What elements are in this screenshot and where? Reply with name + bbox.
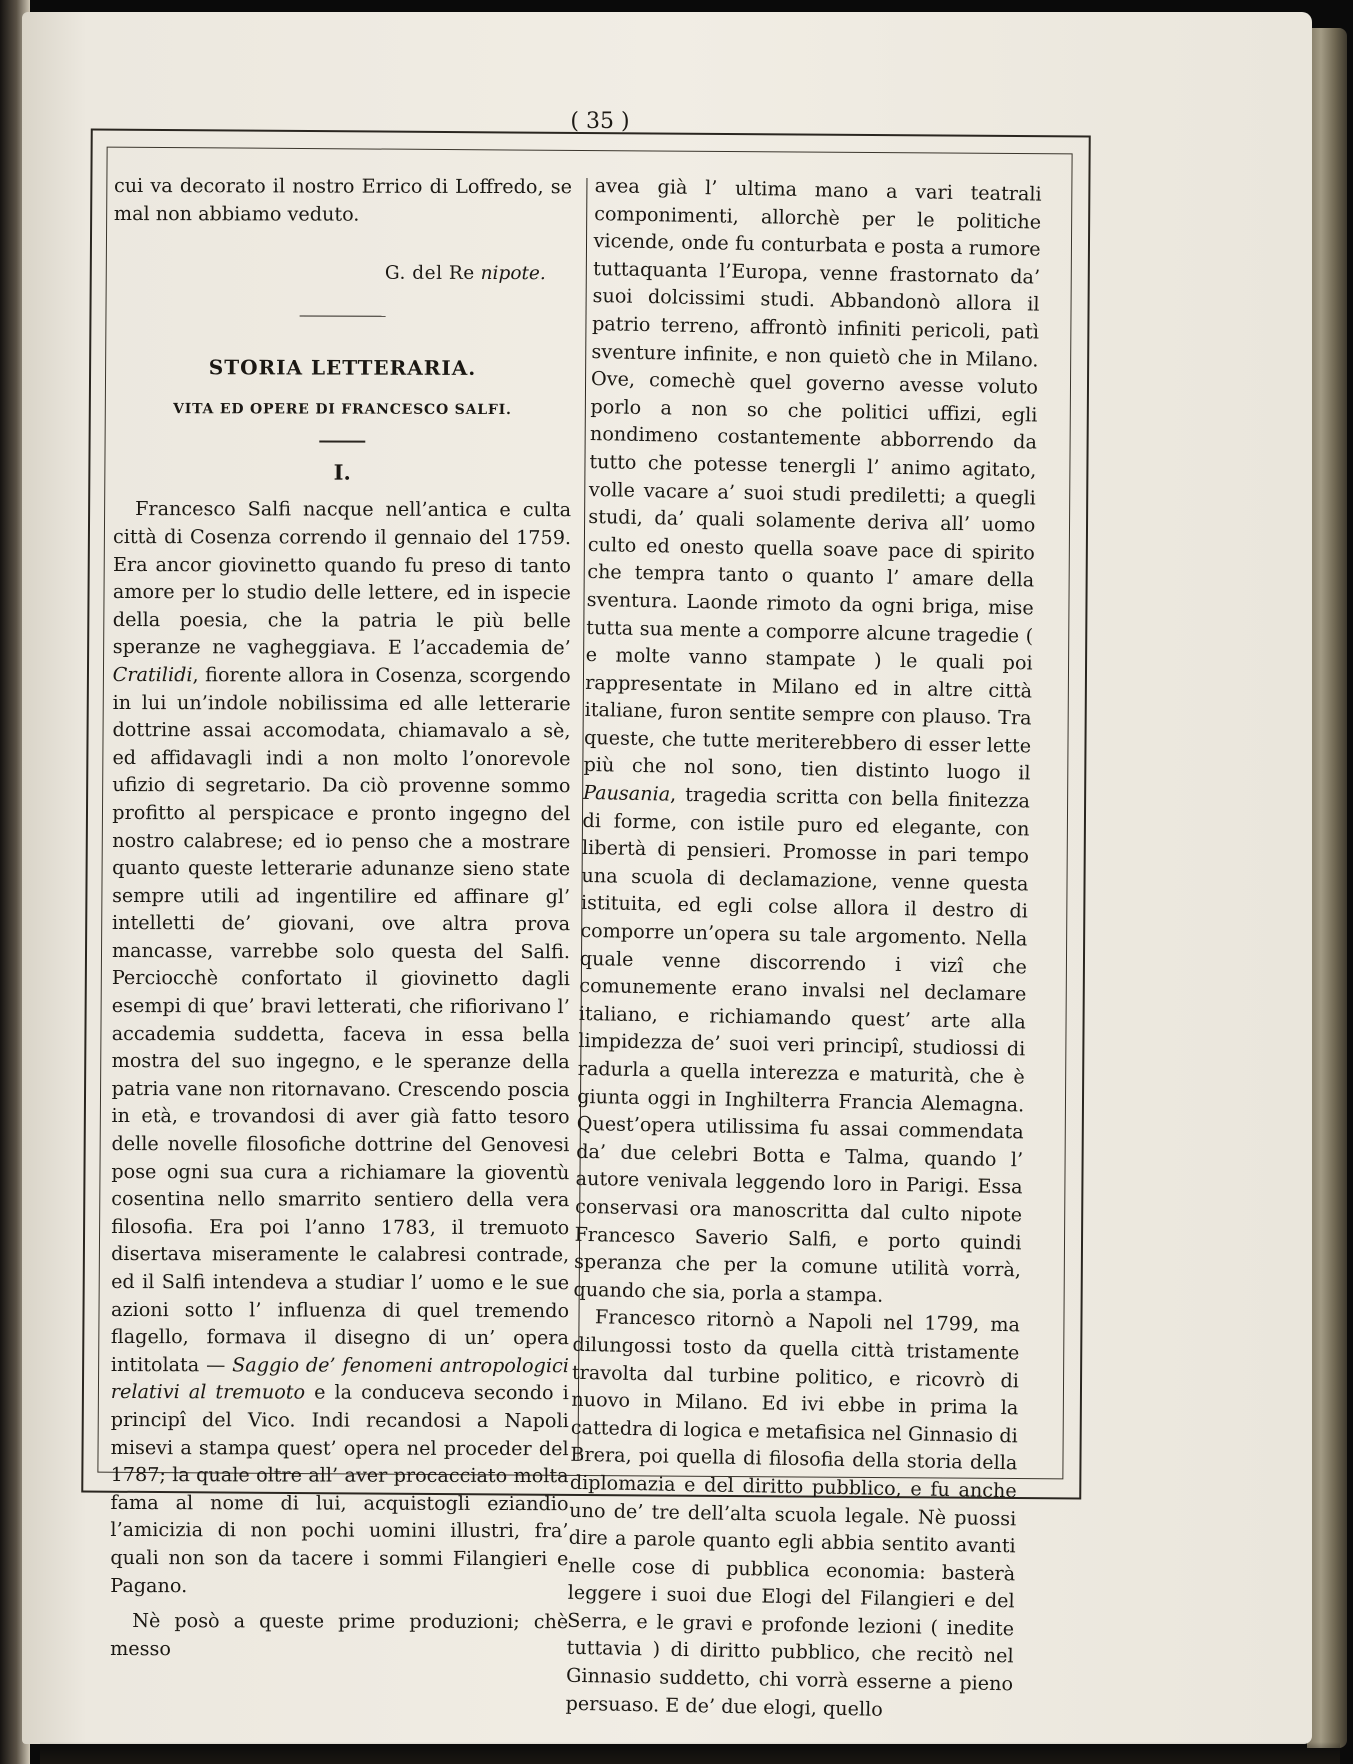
italic-title: Pausania <box>582 780 671 806</box>
article-subtitle: VITA ED OPERE DI FRANCESCO SALFI. <box>173 400 512 418</box>
paragraph-text: , tragedia scritta con bella finitezza di forme, con istile puro ed elegante, con libertà di pensieri. Promosse in pari tempo una scuola di declamazione, venne questa istituita, ed egli colse allora il destro di comporre un’opera su tale argomento. Nella quale venne discorrendo i vizî che comunemente erano invalsi nel declamare italiano, e richiamando quest’ arte alla limpidezza de’ suoi veri principî, studiossi di radurla a quella interezza e maturità, che è giunta oggi in Inghilterra Francia Alemagna. Quest’opera utilissima fu assai commendata da’ due celebri Botta e Talma, quando l’ autore venivala leggendo loro in Parigi. Essa conservasi ora manoscritta dal culto nipote Francesco Saverio Salfi, e porto quindi speranza che per la comune utilità vorrà, quando che sia, porla a stampa. <box>573 782 1031 1307</box>
bottom-shadow <box>40 1742 1340 1764</box>
paragraph-text: Francesco Salfi nacque nell’antica e culta città di Cosenza correndo il gennaio del 1759. Era ancor giovinetto quando fu preso di tanto amore per lo studio delle lettere, ed in ispecie della poesia, che la patria le più belle speranze ne vagheggiava. E l’accademia de’ <box>112 497 572 660</box>
right-column <box>565 172 1042 1726</box>
page-number: ( 35 ) <box>570 109 630 134</box>
signature-name: G. del Re <box>384 262 475 285</box>
signature <box>114 259 546 288</box>
section-title: STORIA LETTERARIA. <box>208 355 477 380</box>
chapter-number: I. <box>333 459 351 485</box>
paragraph <box>110 495 571 1600</box>
book-edge <box>1307 28 1347 1748</box>
separator-rule <box>300 315 386 316</box>
italic-title: Cratilidi <box>112 662 193 687</box>
paragraph-text: e la conduceva secondo i principî del Vico. Indi recandosi a Napoli misevi a stampa quest’ opera nel proceder del 1787; la quale oltre all’ aver procacciato molta fama al nome di lui, acquistogli eziandio l’amicizia di non pochi uomini illustri, fra’ quali non son da tacere i sommi Filangieri e Pagano. <box>110 1380 569 1597</box>
italic-title: Saggio de’ fenomeni antropologici relativi al tremuoto <box>110 1353 569 1404</box>
signature-role: nipote. <box>480 263 546 285</box>
opening-lines: cui va decorato il nostro Errico di Loffredo, se mal non abbiamo veduto. <box>113 174 572 226</box>
left-column <box>110 172 572 1664</box>
subtitle-rule <box>319 440 365 442</box>
paragraph <box>573 172 1042 1312</box>
paragraph-text: avea già l’ ultima mano a vari teatrali componimenti, allorchè per le politiche vicende, onde fu conturbata e posta a rumore tuttaquanta l’Europa, venne frastornato da’ suoi dolcissimi studi. Abbandonò allora il patrio terreno, affrontò infiniti pericoli, patì sventure infinite, e non quietò che in Milano. Ove, comechè quel governo avesse voluto porlo a non so che politici uffizi, egli nondimeno costantemente abborrendo da tutto che potesse tenergli l’ animo agitato, volle vacare a’ suoi studi prediletti; a quegli studi, da’ quali solamente deriva all’ uomo culto ed onesto quella soave pace di spirito che tempra tanto o quanto l’ amare della sventura. Laonde rimoto da ogni briga, mise tutta sua mente a comporre alcune tragedie ( e molte vanno stampate ) le quali poi rappresentate in Milano ed in altre città italiane, furon sentite sempre con plauso. Tra queste, che tutte meriterebbero di esser lette più che nol sono, tien distinto luogo il <box>583 173 1042 785</box>
paragraph: Nè posò a queste prime produzioni; chè messo <box>110 1609 569 1660</box>
paragraph: Francesco ritornò a Napoli nel 1799, ma dilungossi tosto da quella città tristamente travolta dal turbine politico, e ricovrò di nuovo in Milano. Ed ivi ebbe in prima la cattedra di logica e metafisica nel Ginnasio di Brera, poi quella di filosofia della storia della diplomazia e del diritto pubblico, e fu anche uno de’ tre dell’alta scuola legale. Nè puossi dire a parole quanto egli abbia sentito avanti nelle cose di pubblica economia: basterà leggere i suoi due Elogi del Filangieri e del Serra, e le gravi e profonde lezioni ( inedite tuttavia ) di diritto pubblico, che recitò nel Ginnasio suddetto, chi vorrà esserne a pieno persuaso. E de’ due elogi, quello <box>565 1305 1021 1721</box>
paragraph-text: , fiorente allora in Cosenza, scorgendo in lui un’indole nobilissima ed alle letterarie dottrine assai accomodata, chiamavalo a sè, ed affidavagli indi a non molto l’onorevole ufizio di segretario. Da ciò provenne sommo profitto al perspicace e pronto ingegno del nostro calabrese; ed io penso che a mostrare quanto queste letterarie adunanze sieno state sempre utili ad ingentilire ed affinare gl’ intelletti de’ giovani, ove altra prova mancasse, varrebbe solo questa del Salfi. Perciocchè confortato il giovinetto dagli esempi di que’ bravi letterati, che rifiorivano l’ accademia suddetta, faceva in essa bella mostra del suo ingegno, e le speranze della patria vane non ritornavano. Crescendo poscia in età, e trovandosi di aver già fatto tesoro delle novelle filosofiche dottrine del Genovesi pose ogni sua cura a richiamare la gioventù cosentina nello smarrito sentiero della vera filosofia. Era poi l’anno 1783, il tremuoto disertava miseramente le calabresi contrade, ed il Salfi intendeva a studiar l’ uomo e le sue azioni sotto l’ influenza di quel tremendo flagello, formava il disegno di un’ opera intitolata — <box>110 663 571 1377</box>
